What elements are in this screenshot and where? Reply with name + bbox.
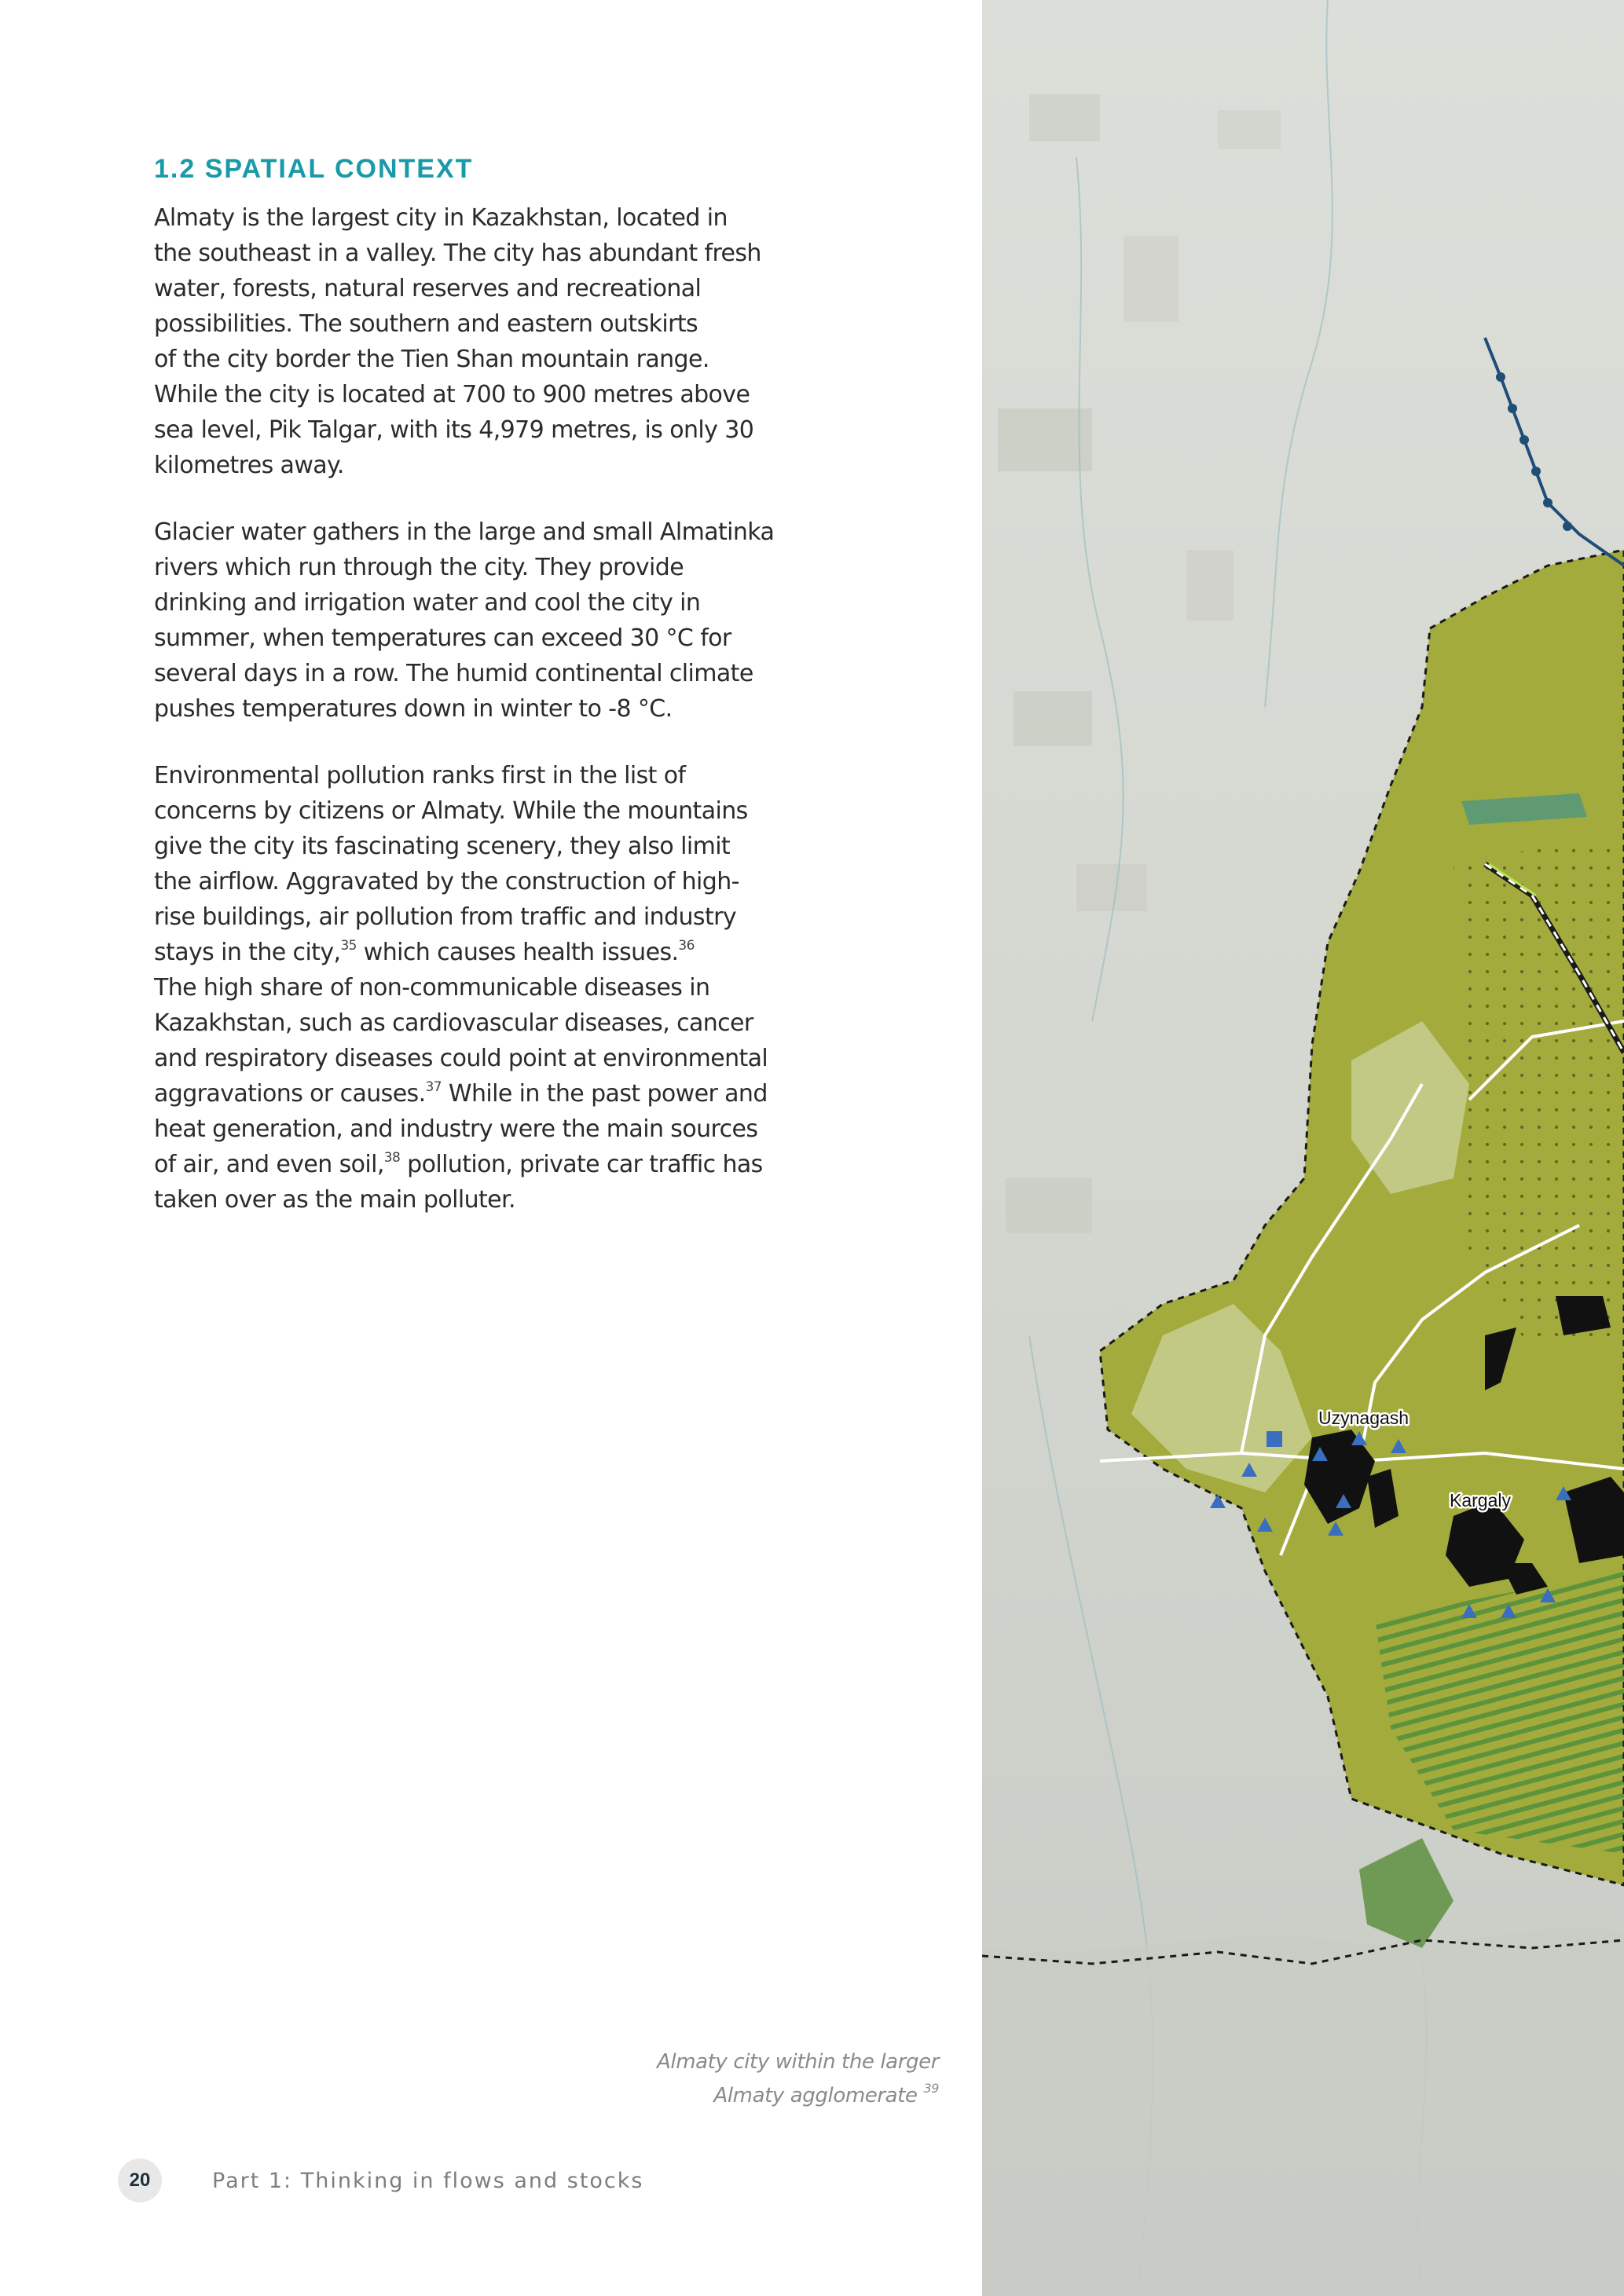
text-line: several days in a row. The humid continental climate [154,660,753,687]
text-line: pushes temperatures down in winter to -8 °C. [154,695,673,723]
map-caption [657,2045,939,2113]
text-line: kilometres away. [154,452,344,479]
text-segment: While in the past power and [441,1080,768,1108]
footnote-ref: 36 [678,938,695,954]
text-line: summer, when temperatures can exceed 30 °C for [154,624,731,652]
footnote-ref: 38 [383,1150,401,1166]
text-line: the southeast in a valley. The city has abundant fresh [154,240,761,267]
paragraph-climate [154,514,798,727]
text-segment: aggravations or causes. [154,1080,426,1108]
text-line: possibilities. The southern and eastern outskirts [154,310,698,338]
text-line: While the city is located at 700 to 900 metres above [154,381,750,408]
paragraph-pollution [154,758,798,1218]
text-line: concerns by citizens or Almaty. While the mountains [154,797,748,825]
text-line: the airflow. Aggravated by the construction of high- [154,868,739,895]
page-footer [118,2159,643,2203]
text-line: The high share of non-communicable diseases in [154,974,710,1002]
section-heading: 1.2 SPATIAL CONTEXT [154,154,474,184]
text-line: of the city border the Tien Shan mountain range. [154,346,709,373]
text-segment: stays in the city, [154,939,341,966]
text-line-with-footnotes [154,935,798,970]
text-line: heat generation, and industry were the main sources [154,1115,758,1143]
text-line: Almaty is the largest city in Kazakhstan, located in [154,204,728,232]
caption-line [657,2079,939,2113]
text-line: rise buildings, air pollution from traffic and industry [154,903,737,931]
agglomeration-map [982,0,1624,2296]
text-line-with-footnote [154,1076,798,1111]
text-line: Environmental pollution ranks first in the list of [154,762,686,789]
running-footer-title: Part 1: Thinking in flows and stocks [212,2168,644,2193]
mountain-range [982,1928,1624,2296]
text-segment: pollution, private car traffic has [400,1151,763,1178]
page-number-badge: 20 [118,2159,162,2203]
text-segment: of air, and even soil, [154,1151,384,1178]
text-line: and respiratory diseases could point at environmental [154,1045,768,1072]
caption-text: Almaty agglomerate [713,2084,924,2107]
article-column [154,154,798,1249]
place-label-kargaly: Kargaly [1450,1490,1511,1511]
paragraph-intro [154,200,798,483]
caption-line: Almaty city within the larger [657,2050,939,2074]
text-line: taken over as the main polluter. [154,1186,515,1214]
map-graphic [982,0,1624,2296]
text-line: water, forests, natural reserves and recreational [154,275,702,302]
text-line: rivers which run through the city. They provide [154,554,684,581]
text-segment: which causes health issues. [356,939,679,966]
footnote-ref: 37 [425,1079,442,1095]
text-line: Glacier water gathers in the large and small Almatinka [154,518,775,546]
text-line: Kazakhstan, such as cardiovascular diseases, cancer [154,1009,753,1037]
footnote-ref: 39 [923,2081,939,2096]
place-label-uzynagash: Uzynagash [1318,1408,1410,1428]
text-line-with-footnote [154,1147,798,1182]
text-line: give the city its fascinating scenery, they also limit [154,833,731,860]
text-line: sea level, Pik Talgar, with its 4,979 metres, is only 30 [154,416,754,444]
footnote-ref: 35 [340,938,357,954]
text-line: drinking and irrigation water and cool the city in [154,589,701,617]
